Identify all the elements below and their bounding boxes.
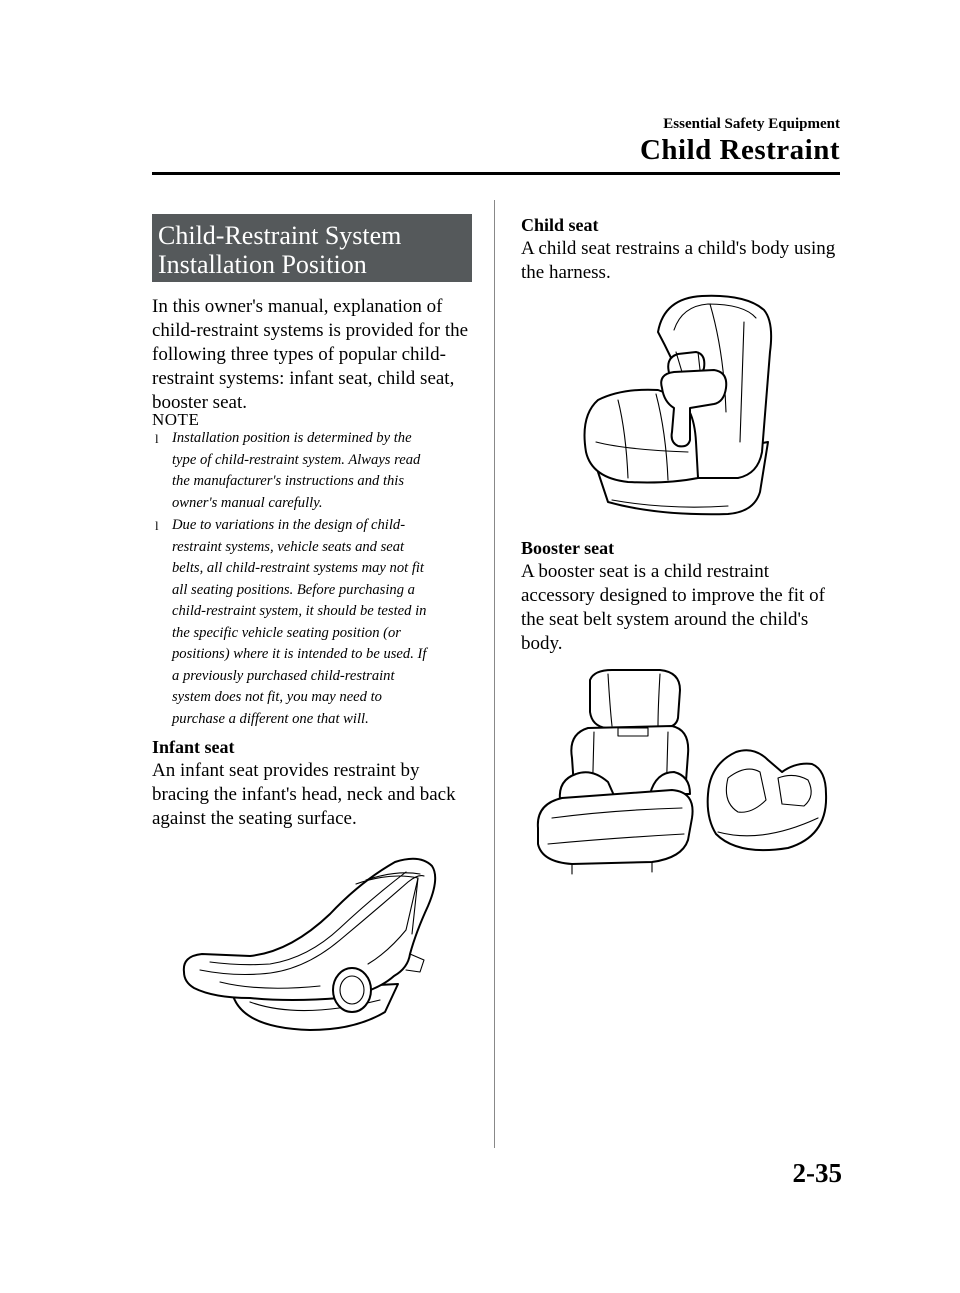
column-divider [494, 200, 495, 1148]
note-line: system does not fit, you may need to [172, 689, 382, 705]
intro-line: following three types of popular child- [152, 344, 446, 365]
child-seat-line: A child seat restrains a child's body using [521, 238, 836, 259]
intro-paragraph [152, 295, 468, 415]
note-item [155, 428, 426, 514]
booster-seat-line: A booster seat is a child restraint [521, 561, 769, 582]
note-line: child-restraint system, it should be tested in [172, 603, 427, 619]
child-seat-line: the harness. [521, 262, 611, 283]
section-title-line-1: Child-Restraint System [158, 221, 402, 250]
note-line: a previously purchased child-restraint [172, 667, 395, 684]
child-seat-illustration [578, 292, 778, 520]
header-rule [152, 172, 840, 175]
bullet-icon: l [155, 518, 159, 533]
page-number: 2-35 [792, 1158, 842, 1188]
intro-line: booster seat. [152, 392, 247, 413]
running-header-section: Essential Safety Equipment [663, 116, 840, 132]
infant-seat-illustration [180, 852, 440, 1032]
note-line: the specific vehicle seating position (or [172, 624, 401, 641]
note-line: positions) where it is intended to be used. If [172, 646, 427, 662]
note-line: belts, all child-restraint systems may not fit [172, 560, 424, 576]
note-line: the manufacturer's instructions and this [172, 473, 405, 489]
infant-seat-line: bracing the infant's head, neck and back [152, 784, 456, 805]
note-line: Installation position is determined by the [172, 430, 412, 446]
note-line: owner's manual carefully. [172, 494, 323, 511]
running-header-chapter: Child Restraint [639, 134, 840, 166]
note-line: Due to variations in the design of child- [172, 517, 406, 533]
infant-seat-line: An infant seat provides restraint by [152, 760, 420, 781]
booster-seat-line: body. [521, 633, 563, 654]
infant-seat-line: against the seating surface. [152, 808, 357, 829]
note-label: NOTE [152, 410, 200, 429]
infant-seat-paragraph [152, 759, 456, 831]
infant-seat-heading: Infant seat [152, 737, 235, 757]
booster-seat-illustration [532, 668, 832, 878]
intro-line: child-restraint systems is provided for the [152, 320, 469, 341]
note-list [155, 428, 426, 731]
intro-line: In this owner's manual, explanation of [152, 296, 443, 317]
booster-seat-paragraph [521, 560, 825, 656]
note-line: restraint systems, vehicle seats and seat [172, 538, 405, 555]
intro-line: restraint systems: infant seat, child seat, [152, 368, 455, 389]
section-title-line-2: Installation Position [158, 250, 367, 279]
booster-seat-line: the seat belt system around the child's [521, 609, 809, 630]
child-seat-heading: Child seat [521, 215, 599, 235]
note-item [155, 515, 426, 730]
bullet-icon: l [155, 431, 159, 446]
note-line: purchase a different one that will. [172, 710, 369, 727]
booster-seat-line: accessory designed to improve the fit of [521, 585, 825, 606]
note-line: all seating positions. Before purchasing a [172, 581, 415, 598]
note-line: type of child-restraint system. Always read [172, 451, 421, 468]
child-seat-paragraph [521, 237, 835, 285]
booster-seat-heading: Booster seat [521, 538, 615, 558]
section-title-box [152, 214, 472, 282]
